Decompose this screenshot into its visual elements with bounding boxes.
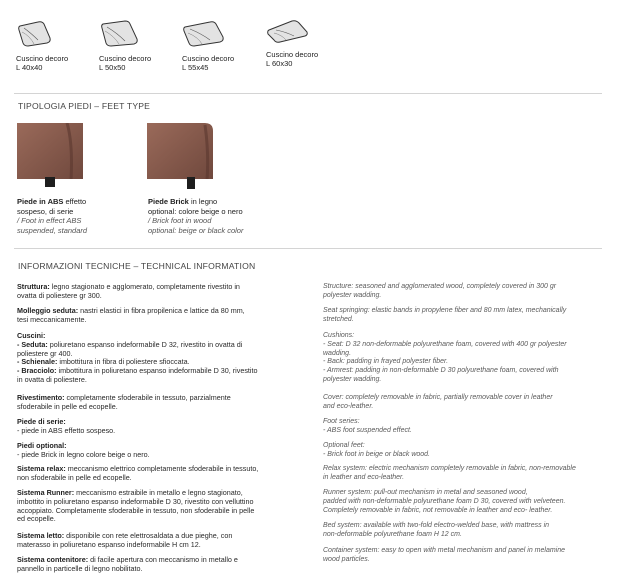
spec-label: Sistema Runner: <box>17 488 75 497</box>
cushion-55x45-icon <box>182 18 226 48</box>
foot-name: Piede in ABS <box>17 197 64 206</box>
spec-text: imbottito in poliuretano espanso indeformabile D 30, rivestito con velluttino <box>17 496 254 506</box>
spec-text: ovatta di poliestere gr 300. <box>17 290 102 300</box>
spec-text: completamente sfoderabile in tessuto, parzialmente <box>64 393 231 402</box>
spec-text: nastri elastici in fibra propilenica e lattice da 80 mm, <box>78 306 245 315</box>
spec-en-cover <box>323 394 608 412</box>
spec-label: Sistema contenitore: <box>17 555 89 564</box>
spec-rivestimento <box>17 394 299 412</box>
spec-text: in ovatta di poliestere. <box>17 374 87 384</box>
spec-text: wadding. <box>323 349 352 357</box>
spec-text: - piede in ABS effetto sospeso. <box>17 425 116 435</box>
spec-text: tesi meccanicamente. <box>17 314 87 324</box>
spec-text: ed ecopelle. <box>17 514 56 524</box>
cushion-name: Cuscino decoro <box>99 54 152 63</box>
foot-en: / Brick foot in wood <box>148 216 212 226</box>
spec-relax <box>17 465 299 483</box>
spec-en-runner <box>323 489 608 515</box>
spec-text: imbottitura in poliuretano espanso indeformabile D 30, rivestito <box>56 366 258 376</box>
spec-molleggio <box>17 307 299 325</box>
cushion-name: Cuscino decoro <box>16 54 69 63</box>
spec-text: - Armrest: padding in non-deformable D 30 polyurethane foam, covered with <box>323 367 559 375</box>
spec-en-structure <box>323 283 608 301</box>
foot-en: suspended, standard <box>17 225 88 235</box>
foot-en: / Foot in effect ABS <box>17 216 82 226</box>
spec-text: disponibile con rete elettrosaldata a due pieghe, con <box>64 531 233 540</box>
spec-text: non sfoderabile in pelle ed ecopelle. <box>17 472 132 482</box>
spec-text: Relax system: electric mechanism completely removable in fabric, non-removable <box>323 465 576 472</box>
spec-en-springing <box>323 307 608 325</box>
spec-struttura <box>17 283 299 301</box>
spec-runner <box>17 489 299 524</box>
tech-section-title: INFORMAZIONI TECNICHE – TECHNICAL INFORMATION <box>18 261 256 271</box>
foot-abs-image <box>17 123 83 189</box>
foot-abs-caption <box>17 197 87 235</box>
cushion-item <box>16 18 96 72</box>
spec-text: polyester wadding. <box>323 375 382 383</box>
spec-text: Structure: seasoned and agglomerated wood, completely covered in 300 gr <box>323 283 557 290</box>
cushion-size: L 40x40 <box>16 63 43 72</box>
foot-name-rest: in legno <box>188 197 218 206</box>
spec-text: Seat springing: elastic bands in propylene fiber and 80 mm latex, mechanically <box>323 307 567 314</box>
spec-label: Piedi optional: <box>17 441 67 450</box>
foot-name: Piede Brick <box>148 197 189 206</box>
spec-en-cushions <box>323 332 608 385</box>
spec-text: accoppiato. Completamente sfoderabile in tessuto, non sfoderabile in pelle <box>17 505 255 515</box>
cushion-item <box>99 18 179 72</box>
cushion-size: L 60x30 <box>266 59 293 68</box>
spec-en-relax <box>323 465 608 483</box>
spec-label: Molleggio seduta: <box>17 306 79 315</box>
spec-label: Cuscini: <box>17 331 46 340</box>
spec-text: - ABS foot suspended effect. <box>323 426 412 434</box>
foot-desc: sospeso, di serie <box>17 206 74 216</box>
spec-label: Sistema relax: <box>17 464 66 473</box>
spec-text: poliestere gr 400. <box>17 348 73 358</box>
spec-text: Cushions: <box>323 332 355 339</box>
cushion-size: L 55x45 <box>182 63 209 72</box>
feet-section-title: TIPOLOGIA PIEDI – FEET TYPE <box>18 101 151 111</box>
spec-piede-serie <box>17 418 299 436</box>
divider <box>14 93 602 94</box>
spec-text: - Back: padding in frayed polyester fiber. <box>323 358 449 366</box>
spec-text: - piede Brick in legno colore beige o nero. <box>17 449 150 459</box>
spec-text: and eco-leather. <box>323 402 374 410</box>
spec-label: - Schienale: <box>17 357 58 367</box>
spec-text: non-deformable polyurethane foam H 12 cm. <box>323 530 462 538</box>
spec-text: padded with non-deformable polyurethane foam D 30, covered with velveteen. <box>323 497 566 505</box>
spec-label: Piede di serie: <box>17 417 66 426</box>
spec-text: meccanismo estraibile in metallo e legno stagionato, <box>74 488 243 497</box>
spec-label: Struttura: <box>17 282 50 291</box>
spec-text: wood particles. <box>323 555 370 563</box>
spec-text: Completely removable in fabric, not removable in leather and eco- leather. <box>323 506 553 514</box>
spec-en-optional-feet <box>323 442 608 460</box>
foot-desc: optional: colore beige o nero <box>148 206 243 216</box>
spec-text: - Seat: D 32 non-deformable polyurethane foam, covered with 400 gr polyester <box>323 340 567 348</box>
spec-text: sfoderabile in pelle ed ecopelle. <box>17 401 118 411</box>
foot-brick-image <box>147 123 213 189</box>
cushion-50x50-icon <box>99 18 141 48</box>
cushion-name: Cuscino decoro <box>182 54 235 63</box>
cushion-item <box>266 18 346 68</box>
spec-text: meccanismo elettrico completamente sfoderabile in tessuto, <box>65 464 259 473</box>
cushion-40x40-icon <box>16 18 56 48</box>
foot-brick-caption <box>148 197 243 235</box>
cushion-item <box>182 18 262 72</box>
spec-text: imbottitura in fibra di poliestere sfioccata. <box>57 357 190 367</box>
spec-text: Foot series: <box>323 418 360 425</box>
spec-text: legno stagionato e agglomerato, completamente rivestito in <box>49 282 240 291</box>
spec-contenitore <box>17 556 299 574</box>
spec-text: Container system: easy to open with metal mechanism and panel in melamine <box>323 547 566 554</box>
divider <box>14 248 602 249</box>
spec-en-container <box>323 547 608 565</box>
spec-label: - Bracciolo: <box>17 366 57 376</box>
spec-text: materasso in poliuretano espanso indeformabile H cm 12. <box>17 539 201 549</box>
spec-text: pannello in particelle di legno nobilitato. <box>17 563 143 573</box>
cushion-60x30-icon <box>266 18 310 44</box>
spec-text: Runner system: pull-out mechanism in metal and seasoned wood, <box>323 489 528 496</box>
spec-cuscini <box>17 332 299 385</box>
spec-text: Cover: completely removable in fabric, partially removable cover in leather <box>323 394 553 401</box>
spec-text: Bed system: available with two-fold electro-welded base, with mattress in <box>323 522 550 529</box>
spec-label: Sistema letto: <box>17 531 65 540</box>
foot-name-rest: effetto <box>63 197 87 206</box>
spec-text: stretched. <box>323 315 354 323</box>
spec-text: - Brick foot in beige or black wood. <box>323 450 430 458</box>
spec-text: polyester wadding. <box>323 291 382 299</box>
cushion-name: Cuscino decoro <box>266 50 319 59</box>
foot-en: optional: beige or black color <box>148 225 244 235</box>
spec-text: Optional feet: <box>323 442 365 449</box>
cushion-size: L 50x50 <box>99 63 126 72</box>
spec-label: Rivestimento: <box>17 393 65 402</box>
spec-piedi-optional <box>17 442 299 460</box>
spec-text: poliuretano espanso indeformabile D 32, rivestito in ovatta di <box>47 339 243 349</box>
spec-en-foot-series <box>323 418 608 436</box>
spec-text: in leather and eco-leather. <box>323 473 405 481</box>
spec-text: di facile apertura con meccanismo in metallo e <box>88 555 238 564</box>
spec-letto <box>17 532 299 550</box>
spec-en-bed <box>323 522 608 540</box>
spec-label: - Seduta: <box>17 339 48 349</box>
